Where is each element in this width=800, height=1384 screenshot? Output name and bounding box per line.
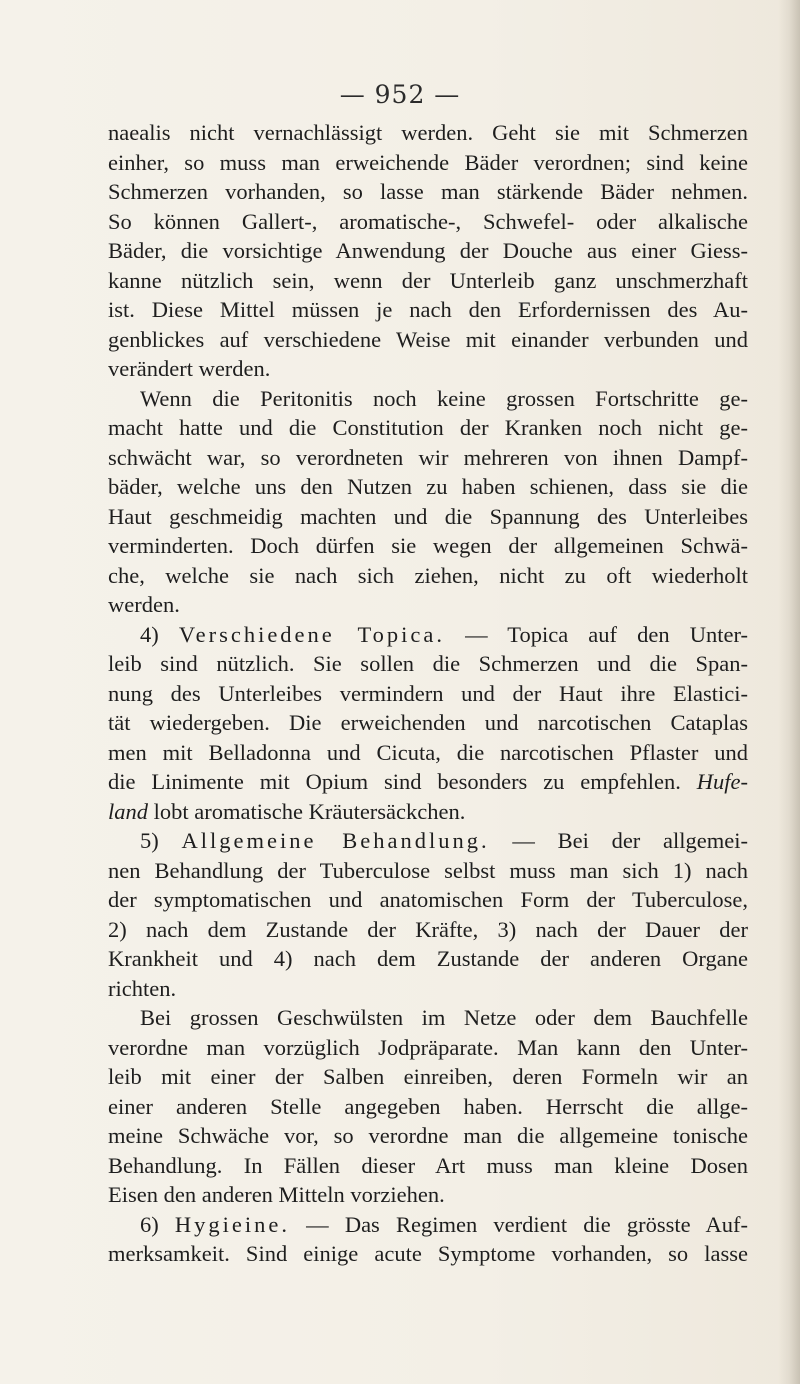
text-line: richten. — [108, 975, 177, 1001]
text-line — [108, 767, 748, 797]
text-line: Eisen den anderen Mitteln vorziehen. — [108, 1182, 445, 1207]
line-rest: — Topica auf den Unter- — [445, 621, 748, 647]
text-line: ist. Diese Mittel müssen je nach den Erfordernissen des Au- — [108, 297, 748, 322]
text-line: leib sind nützlich. Sie sollen die Schmerzen und die Span- — [108, 651, 748, 676]
page-edge-shadow — [778, 0, 800, 1384]
text-line: Bäder, die vorsichtige Anwendung der Douche aus einer Giess- — [108, 238, 748, 263]
text-line: Haut geschmeidig machten und die Spannung des Unterleibes — [108, 503, 748, 529]
text-line — [108, 1210, 748, 1240]
line-rest: — Das Regimen verdient die grösste Auf- — [290, 1211, 748, 1237]
text-line: Bei grossen Geschwülsten im Netze oder dem Bauchfelle — [140, 1005, 748, 1030]
text-line: bäder, welche uns den Nutzen zu haben schienen, dass sie die — [108, 474, 748, 499]
body-text — [108, 118, 748, 1269]
text-line: verändert werden. — [108, 356, 271, 381]
line-rest: — Bei der allgemei- — [489, 828, 748, 853]
text-line: nung des Unterleibes vermindern und der Haut ihre Elastici- — [108, 680, 748, 706]
section-heading: Verschiedene Topica. — [178, 621, 445, 647]
text-line: leib mit einer der Salben einreiben, deren Formeln wir an — [108, 1064, 748, 1089]
text-line: Wenn die Peritonitis noch keine grossen Fortschritte ge- — [140, 385, 748, 411]
section-heading: Hygieine. — [174, 1211, 291, 1237]
text-line — [108, 620, 748, 650]
text-line: verordne man vorzüglich Jodpräparate. Man kann den Unter- — [108, 1034, 748, 1060]
text-line: werden. — [108, 592, 180, 617]
line-prefix: 5) — [140, 828, 182, 853]
text-line: merksamkeit. Sind einige acute Symptome vorhanden, so lasse — [108, 1241, 748, 1266]
line-prefix: 6) — [140, 1211, 175, 1237]
text-line: 2) nach dem Zustande der Kräfte, 3) nach der Dauer der — [108, 916, 748, 942]
line-prefix: 4) — [140, 621, 179, 647]
text-line: Schmerzen vorhanden, so lasse man stärkende Bäder nehmen. — [108, 179, 748, 204]
page-number: — 952 — — [339, 80, 461, 109]
text-line: verminderten. Doch dürfen sie wegen der allgemeinen Schwä- — [108, 533, 748, 558]
text-line: macht hatte und die Constitution der Kranken noch nicht ge- — [108, 415, 748, 440]
text-line: kanne nützlich sein, wenn der Unterleib ganz unschmerzhaft — [108, 267, 748, 293]
text-line: schwächt war, so verordneten wir mehreren von ihnen Dampf- — [108, 444, 748, 470]
text-line: Behandlung. In Fällen dieser Art muss man kleine Dosen — [108, 1152, 748, 1178]
text-line: der symptomatischen und anatomischen Form der Tuberculose, — [108, 887, 748, 912]
text-line: So können Gallert-, aromatische-, Schwefel- oder alkalische — [108, 208, 748, 234]
text-line: meine Schwäche vor, so verordne man die allgemeine tonische — [108, 1123, 748, 1148]
text-line: nen Behandlung der Tuberculose selbst muss man sich 1) nach — [108, 857, 748, 883]
line-prefix: die Linimente mit Opium sind besonders zu empfehlen. — [108, 769, 697, 794]
italic-name: Hufe- — [696, 769, 748, 794]
text-line — [108, 826, 748, 856]
text-line: einer anderen Stelle angegeben haben. Herrscht die allge- — [108, 1093, 748, 1119]
text-line: Krankheit und 4) nach dem Zustande der anderen Organe — [108, 946, 748, 971]
text-line: genblickes auf verschiedene Weise mit einander verbunden und — [108, 326, 748, 352]
text-line: men mit Belladonna und Cicuta, die narcotischen Pflaster und — [108, 739, 748, 765]
line-rest: lobt aromatische Kräutersäckchen. — [148, 798, 466, 824]
italic-name: land — [108, 798, 149, 824]
text-line — [108, 797, 748, 827]
text-line: naealis nicht vernachlässigt werden. Geht sie mit Schmerzen — [108, 120, 748, 145]
section-heading: Allgemeine Behandlung. — [181, 828, 490, 853]
text-line: che, welche sie nach sich ziehen, nicht zu oft wiederholt — [108, 562, 748, 588]
text-line: tät wiedergeben. Die erweichenden und narcotischen Cataplas — [108, 710, 748, 735]
text-line: einher, so muss man erweichende Bäder verordnen; sind keine — [108, 149, 748, 175]
